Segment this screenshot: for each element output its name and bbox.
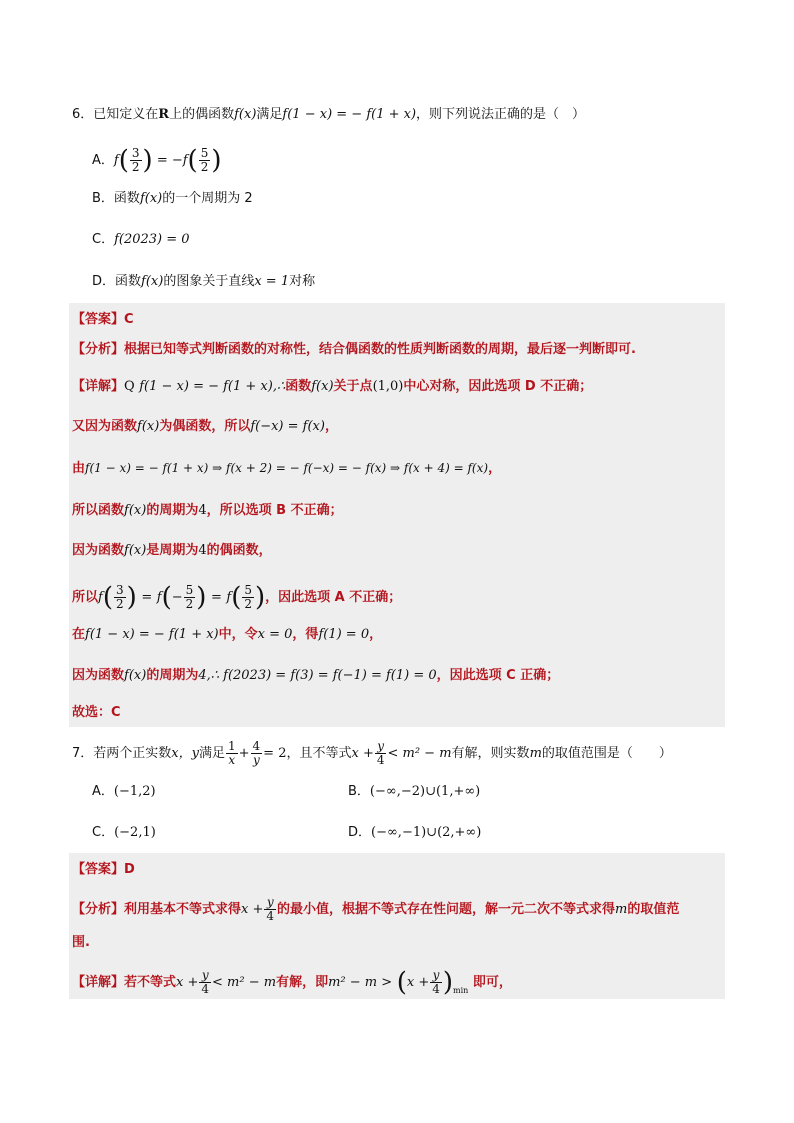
q7-option-a: A．(−1,2) [92,784,156,799]
q6-detail-line-9: 故选：C [72,705,121,720]
q6-answer: 【答案】C [72,312,134,327]
q6-analysis: 【分析】根据已知等式判断函数的对称性，结合偶函数的性质判断函数的周期，最后逐一判断即可. [72,342,636,357]
q7-answer: 【答案】D [72,862,135,877]
q7-option-b: B．(−∞,−2)∪(1,+∞) [348,784,481,799]
q6-option-a: A．f( $\frac{3}{2}$ ) = −f( $\frac{5}{2}$ ) [92,145,222,176]
q7-detail-line-1: 【详解】若不等式x + $\frac{y}{4}$ < m² − m有解，即m² − m > (x + $\frac{y}{4}$ )$_{min}$ 即可， [72,967,512,998]
q6-option-c: C．f(2023) = 0 [92,232,190,247]
q6-option-b: B．函数f(x)的一个周期为 2 [92,191,253,206]
q6-detail-line-8: 因为函数f(x)的周期为4,∴ f(2023) = f(3) = f(−1) = f(1) = 0，因此选项 C 正确； [72,668,560,683]
q7-analysis-line-1: 【分析】利用基本不等式求得x + $\frac{y}{4}$ 的最小值，根据不等式存在性问题，解一元二次不等式求得m的取值范 [72,895,680,923]
q6-detail-line-3: 由f(1 − x) = − f(1 + x) ⇒ f(x + 2) = − f(−x) = − f(x) ⇒ f(x + 4) = f(x)， [72,461,502,476]
q6-detail-line-4: 所以函数f(x)的周期为4，所以选项 B 不正确； [72,503,343,518]
fraction: $\frac{5}{2}$ [200,146,209,174]
q6-detail-line-2: 又因为函数f(x)为偶函数，所以f(−x) = f(x)， [72,419,338,434]
q6-detail-line-7: 在f(1 − x) = − f(1 + x)中，令x = 0，得f(1) = 0， [72,627,383,642]
q7-stem: 7．若两个正实数x，y满足 $\frac{1}{x}$ + $\frac{4}{y}$ = 2，且不等式x + $\frac{y}{4}$ < m² − m有解，则实数m的取值范围是（ ） [72,739,672,767]
fraction: $\frac{3}{2}$ [131,146,140,174]
q7-option-c: C．(−2,1) [92,825,156,840]
q7-analysis-line-2: 围. [72,935,90,950]
q7-option-d: D．(−∞,−1)∪(2,+∞) [348,825,482,840]
q6-detail-line-5: 因为函数f(x)是周期为4的偶函数， [72,543,272,558]
q6-option-d: D．函数f(x)的图象关于直线x = 1对称 [92,274,316,289]
q6-detail-line-6: 所以f( $\frac{3}{2}$ ) = f(− $\frac{5}{2}$ ) = f( $\frac{5}{2}$ )，因此选项 A 不正确； [72,582,402,613]
q6-detail-line-1: 【详解】Q f(1 − x) = − f(1 + x),∴函数f(x)关于点(1,0)中心对称，因此选项 D 不正确； [72,379,593,394]
q6-stem: 6．已知定义在R上的偶函数f(x)满足f(1 − x) = − f(1 + x)，则下列说法正确的是（ ） [72,107,586,122]
